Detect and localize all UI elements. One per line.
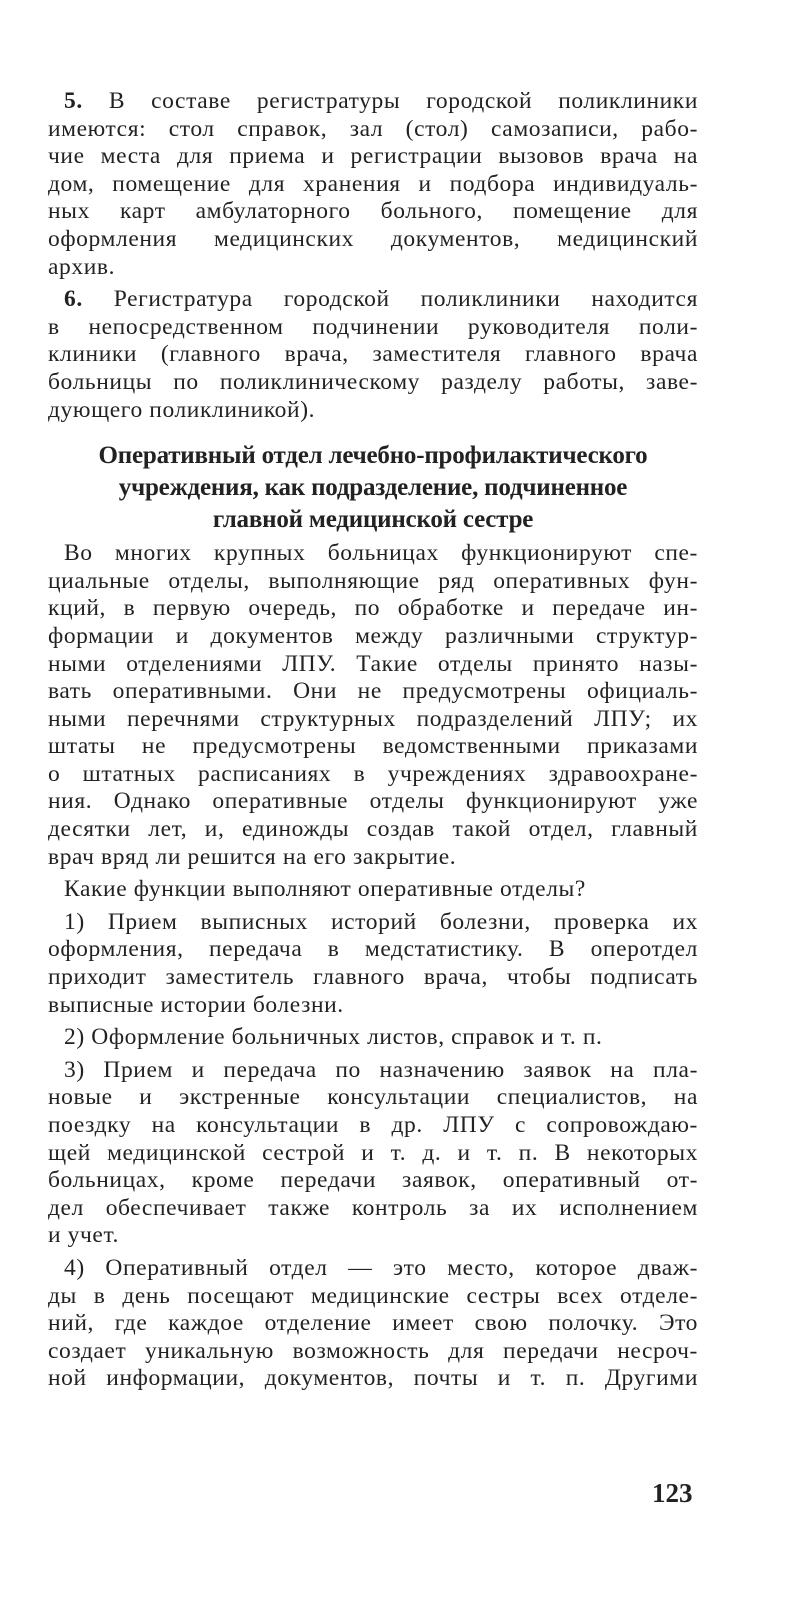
- text-line: ных карт амбулаторного больного, помещение для: [48, 198, 698, 225]
- list-item-4: [48, 1255, 698, 1393]
- text-line: ной информации, документов, почты и т. п. Другими: [48, 1365, 698, 1392]
- page-body: [48, 88, 698, 1393]
- paragraph-6-number: 6.: [64, 286, 83, 313]
- text-line: имеются: стол справок, зал (стол) самозаписи, рабо-: [48, 115, 698, 142]
- text-line: создает уникальную возможность для передачи несроч-: [48, 1337, 698, 1364]
- text-line: выписные истории болезни.: [48, 991, 344, 1018]
- text-line: дом, помещение для хранения и подбора индивидуаль-: [48, 170, 698, 197]
- paragraph-6-line-1: [48, 286, 698, 314]
- paragraph-5-number: 5.: [64, 88, 83, 114]
- text-line: кций, в первую очередь, по обработке и передаче ин-: [48, 595, 698, 622]
- text-line: 3) Прием и передача по назначению заявок на пла-: [64, 1056, 698, 1083]
- list-item-3: [48, 1057, 698, 1250]
- paragraph-6: [48, 286, 698, 424]
- text-line: Регистратура городской поликлиники находится: [113, 286, 698, 313]
- heading-line: учреждения, как подразделение, подчиненное: [118, 474, 628, 502]
- text-line: больницах, кроме передачи заявок, оперативный от-: [48, 1167, 698, 1194]
- text-line: новые и экстренные консультации специалистов, на: [48, 1084, 698, 1111]
- paragraph-intro: [48, 540, 698, 871]
- text-line: Во многих крупных больницах функционируют спе-: [64, 540, 698, 567]
- text-line: В составе регистратуры городской поликлиники: [108, 88, 698, 114]
- text-line: о штатных расписаниях в учреждениях здравоохране-: [48, 760, 698, 787]
- text-line: дел обеспечивает также контроль за их исполнением: [48, 1194, 698, 1221]
- text-line: больницы по поликлиническому разделу работы, заве-: [48, 368, 698, 395]
- page-number: 123: [652, 1478, 693, 1508]
- text-line: щей медицинской сестрой и т. д. и т. п. В некоторых: [48, 1139, 698, 1166]
- text-line: ными перечнями структурных подразделений ЛПУ; их: [48, 705, 698, 732]
- text-line: Какие функции выполняют оперативные отделы?: [64, 876, 586, 903]
- text-line: ния. Однако оперативные отделы функционируют уже: [48, 788, 698, 815]
- text-line: ными отделениями ЛПУ. Такие отделы принято назы-: [48, 650, 698, 677]
- text-line: 1) Прием выписных историй болезни, проверка их: [64, 908, 698, 935]
- text-line: оформления медицинских документов, медицинский: [48, 225, 698, 252]
- text-line: десятки лет, и, единожды создав такой отдел, главный: [48, 816, 698, 843]
- text-line: архив.: [48, 253, 116, 280]
- text-line: ды в день посещают медицинские сестры всех отделе-: [48, 1282, 698, 1309]
- text-line: чие места для приема и регистрации вызовов врача на: [48, 143, 698, 170]
- list-item-2: [48, 1024, 698, 1052]
- text-line: и учет.: [48, 1222, 120, 1249]
- text-line: клиники (главного врача, заместителя главного врача: [48, 341, 698, 368]
- list-item-1: [48, 909, 698, 1019]
- text-line: в непосредственном подчинении руководителя поли-: [48, 313, 698, 340]
- section-heading: [48, 440, 698, 536]
- text-line: поездку на консультации в др. ЛПУ с сопровождаю-: [48, 1112, 698, 1138]
- text-line: оформления, передача в медстатистику. В оперотдел: [48, 936, 698, 963]
- text-line: вать оперативными. Они не предусмотрены официаль-: [48, 678, 698, 705]
- text-line: приходит заместитель главного врача, чтобы подписать: [48, 964, 698, 991]
- text-line: формации и документов между различными структур-: [48, 622, 698, 649]
- heading-line: главной медицинской сестре: [212, 506, 534, 534]
- paragraph-5-line-1: [48, 88, 698, 116]
- text-line: 4) Оперативный отдел — это место, которое дваж-: [64, 1254, 698, 1281]
- text-line: врач вряд ли решится на его закрытие.: [48, 843, 457, 870]
- heading-line: Оперативный отдел лечебно-профилактического: [98, 442, 648, 470]
- text-line: ний, где каждое отделение имеет свою полочку. Это: [48, 1310, 698, 1337]
- text-line: дующего поликлиникой).: [48, 396, 316, 423]
- text-line: циальные отделы, выполняющие ряд оперативных фун-: [48, 567, 698, 594]
- paragraph-5: [48, 88, 698, 281]
- paragraph-question: [48, 876, 698, 904]
- text-line: 2) Оформление больничных листов, справок и т. п.: [64, 1024, 603, 1051]
- text-line: штаты не предусмотрены ведомственными приказами: [48, 733, 698, 760]
